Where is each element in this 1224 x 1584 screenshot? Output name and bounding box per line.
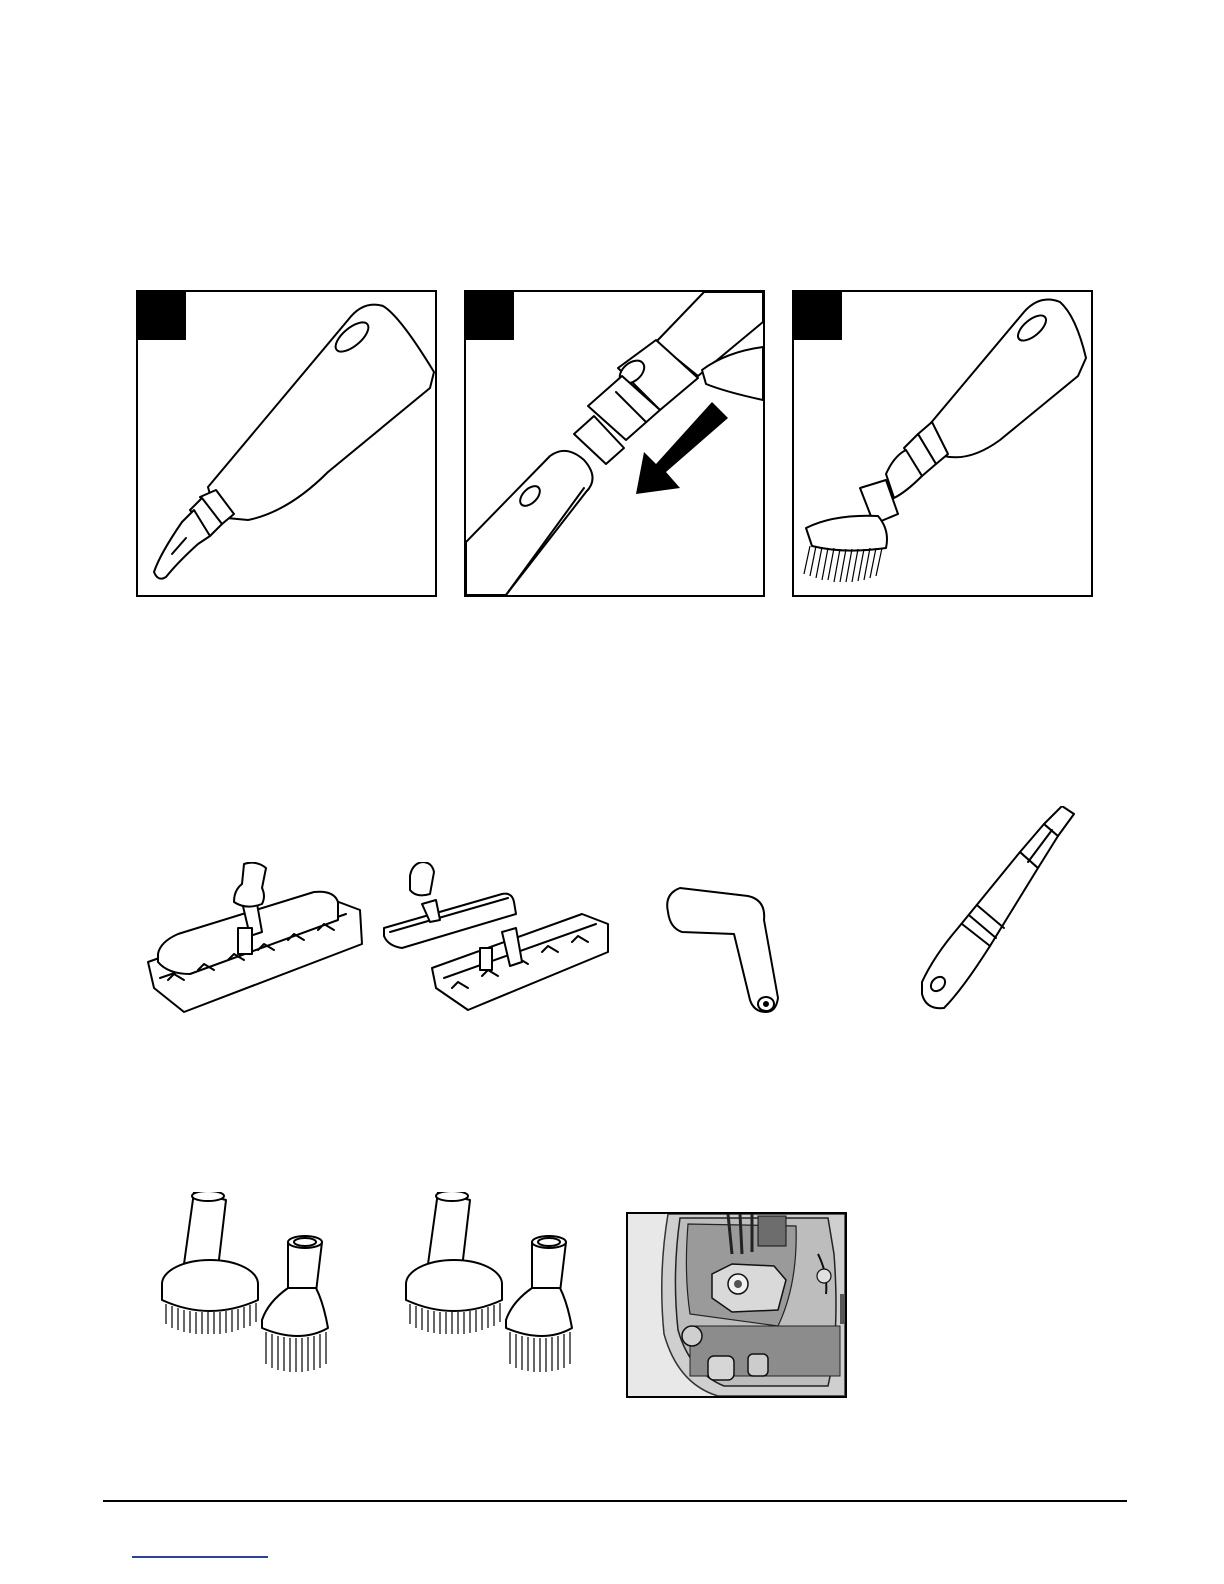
step-panel-2 xyxy=(464,290,765,597)
storage-illustration xyxy=(628,1214,845,1396)
accessory-storage-photo xyxy=(626,1212,847,1398)
round-brush-pair-2 xyxy=(402,1192,582,1374)
step-panel-3 xyxy=(792,290,1093,597)
floor-tool-separated xyxy=(382,862,614,1018)
step-number-box xyxy=(138,292,186,340)
step-number-box xyxy=(466,292,514,340)
step-number-box xyxy=(794,292,842,340)
round-brush-pair-1 xyxy=(158,1192,338,1374)
extension-wand xyxy=(912,806,1082,1016)
footer-link-underline[interactable] xyxy=(132,1556,268,1558)
angled-nozzle xyxy=(662,880,792,1018)
footer-rule xyxy=(103,1500,1127,1502)
step-panel-1 xyxy=(136,290,437,597)
floor-tool-assembled xyxy=(138,862,370,1018)
